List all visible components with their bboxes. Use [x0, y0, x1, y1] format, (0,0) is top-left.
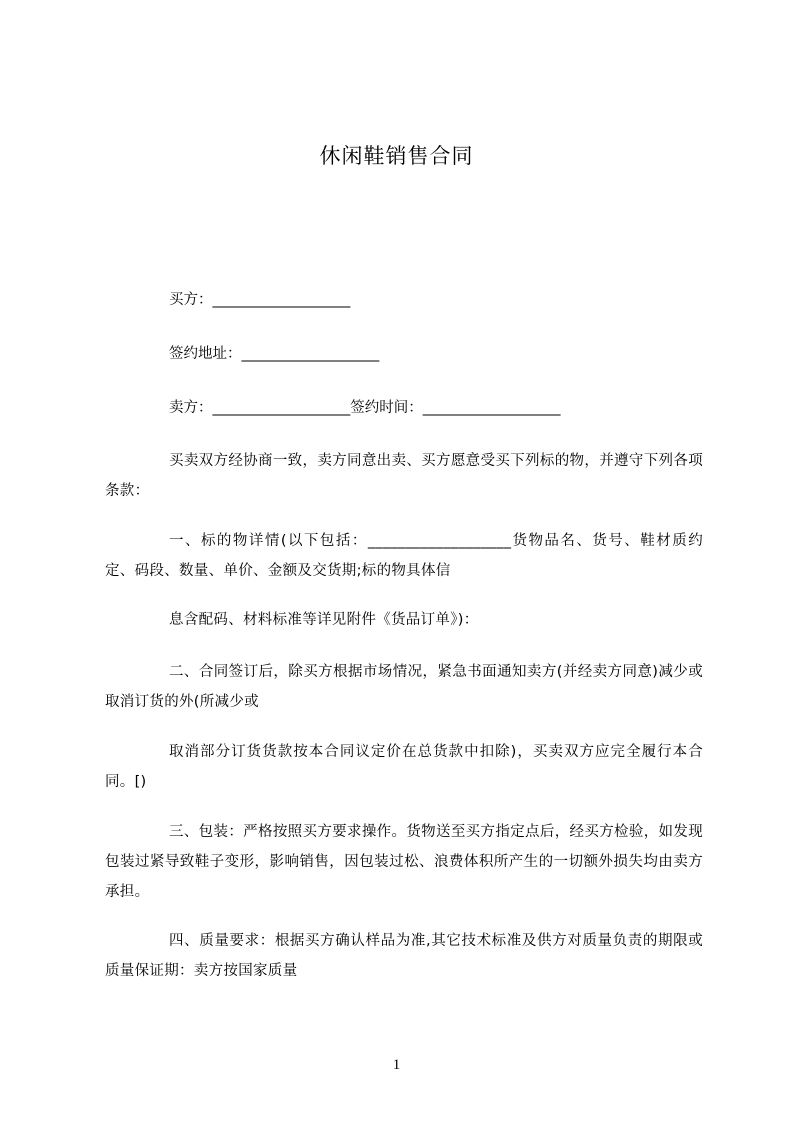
clause-3-paragraph: 三、包装：严格按照买方要求操作。货物送至买方指定点后，经买方检验，如发现包装过紧导致鞋子变形，影响销售，因包装过松、浪费体积所产生的一切额外损失均由卖方承担。	[105, 824, 703, 900]
clause-1-paragraph: 一、标的物详情(以下包括：___________________货物品名、货号、鞋材质约定、码段、数量、单价、金额及交货期;标的物具体信	[105, 533, 703, 579]
intro-paragraph: 买卖双方经协商一致，卖方同意出卖、买方愿意受买下列标的物，并遵守下列各项条款：	[105, 453, 703, 499]
seller-and-time-field: 卖方：___________________签约时间：___________________	[169, 400, 561, 416]
clause-2-continuation: 取消部分订货货款按本合同议定价在总货款中扣除)，买卖双方应完全履行本合同。[)	[105, 744, 703, 790]
document-title: 休闲鞋销售合同	[319, 144, 474, 168]
clause-1-continuation: 息含配码、材料标准等详见附件《货品订单》)：	[169, 612, 479, 628]
clause-4-paragraph: 四、质量要求：根据买方确认样品为准,其它技术标准及供方对质量负责的期限或质量保证期：卖方按国家质量	[105, 933, 703, 979]
sign-address-field: 签约地址：___________________	[169, 346, 380, 362]
page-number: 1	[392, 1057, 401, 1073]
buyer-field: 买方：___________________	[169, 292, 351, 308]
clause-2-paragraph: 二、合同签订后，除买方根据市场情况，紧急书面通知卖方(并经卖方同意)减少或取消订货的外(所减少或	[105, 664, 703, 710]
